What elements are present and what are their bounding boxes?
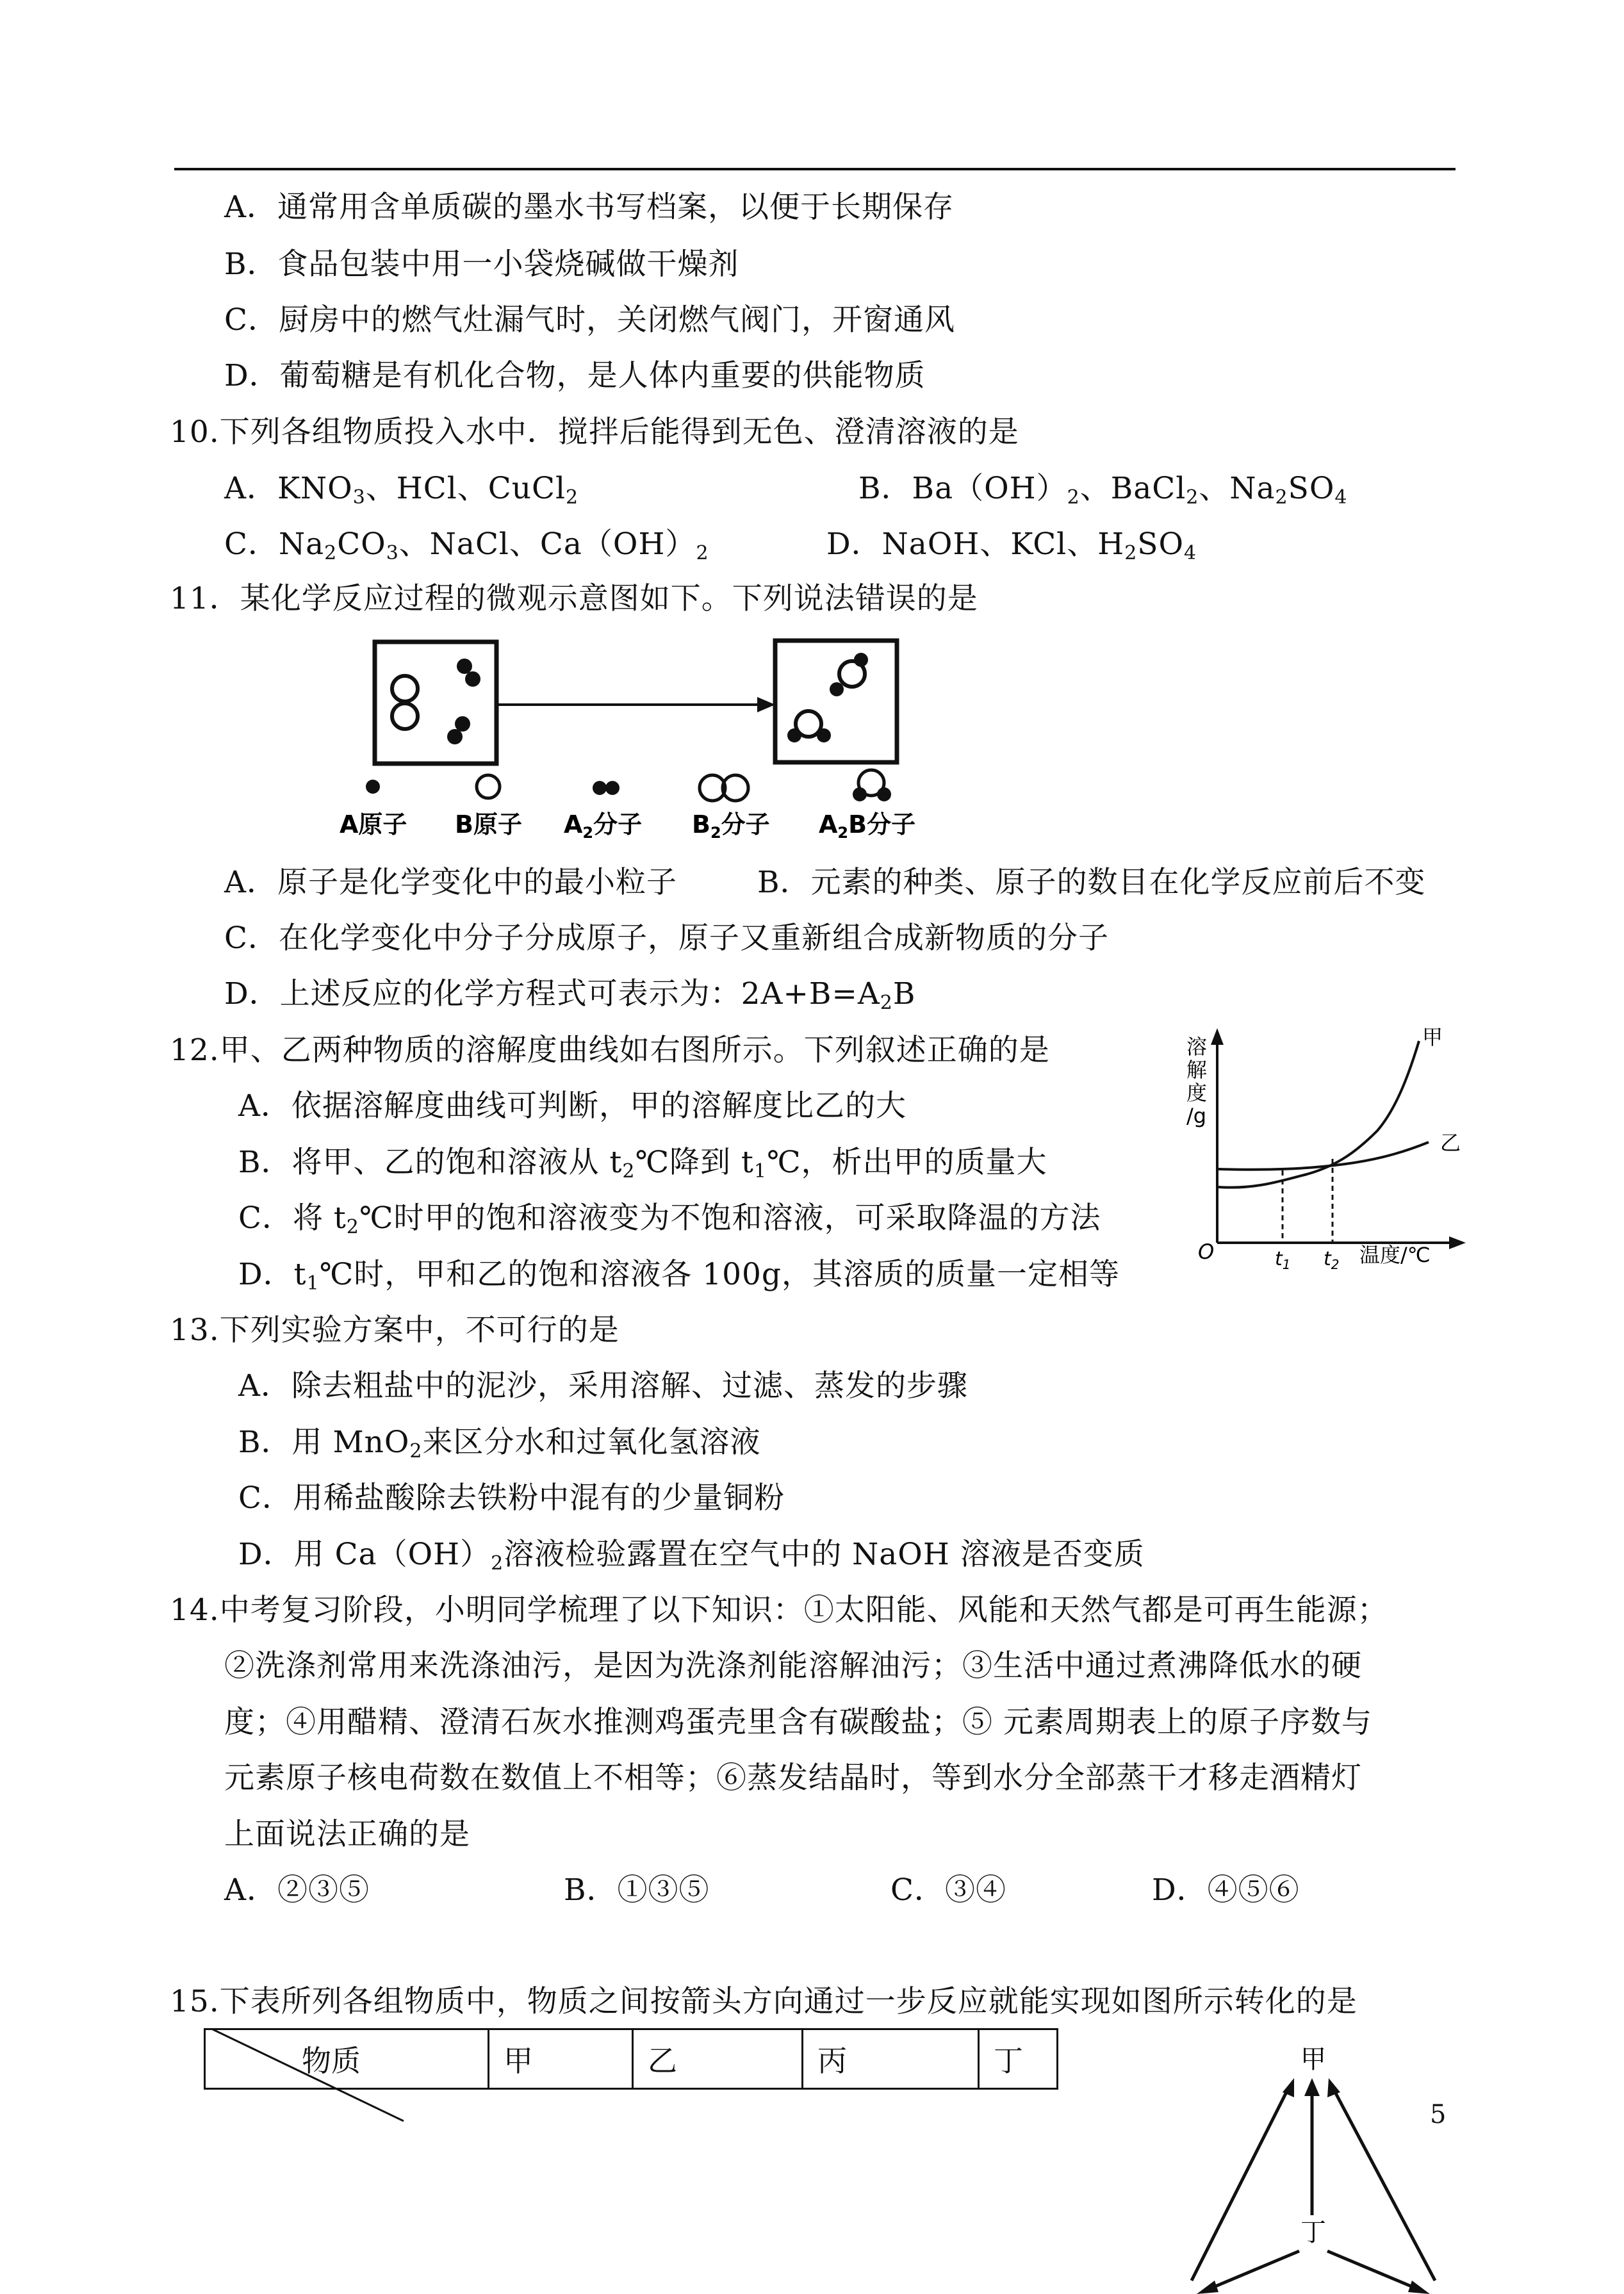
legend-b2-molecule: $B_2$分子 — [692, 810, 770, 842]
legend-a2-molecule: $A_2$分子 — [564, 810, 643, 842]
a-atom — [787, 728, 801, 742]
arrow-ding-to-left — [1211, 2251, 1299, 2288]
q10-stem: 10.下列各组物质投入水中．搅拌后能得到无色、澄清溶液的是 — [170, 414, 1019, 450]
reaction-micro-diagram — [340, 634, 999, 858]
solubility-curve-graph — [1179, 1022, 1473, 1278]
legend-b-atom: B原子 — [455, 810, 522, 839]
q11-stem: 11．某化学反应过程的微观示意图如下。下列说法错误的是 — [170, 581, 978, 616]
after-box — [775, 641, 897, 762]
q14-line-4: 元素原子核电荷数在数值上不相等；⑥蒸发结晶时，等到水分全部蒸干才移走酒精灯 — [224, 1760, 1362, 1796]
y-label: 解 — [1186, 1058, 1208, 1082]
y-label: 溶 — [1186, 1035, 1208, 1059]
x-label: 温度/℃ — [1359, 1243, 1431, 1267]
a-atom — [817, 728, 831, 742]
b-atom — [392, 703, 418, 729]
curve-jia-label: 甲 — [1422, 1025, 1443, 1049]
table-header-cell: 丁 — [979, 2029, 1058, 2089]
q9-option-a: A．通常用含单质碳的墨水书写档案，以便于长期保存 — [224, 190, 954, 225]
q10-option-d: D．NaOH、KCl、$H_2SO_4$ — [826, 527, 1197, 564]
y-label: /g — [1186, 1104, 1207, 1128]
q11-option-d: D．上述反应的化学方程式可表示为：$2A+B=A_2B$ — [224, 976, 916, 1014]
q12-option-c: C．将 $t_2℃$时甲的饱和溶液变为不饱和溶液，可采取降温的方法 — [238, 1200, 1101, 1238]
q12-option-a: A．依据溶解度曲线可判断，甲的溶解度比乙的大 — [238, 1088, 906, 1124]
b-atom — [392, 676, 418, 701]
q9-option-c: C．厨房中的燃气灶漏气时，关闭燃气阀门，开窗通风 — [224, 302, 955, 338]
a-atom — [465, 671, 480, 687]
arrow-head — [757, 697, 775, 712]
a-atom — [830, 682, 844, 696]
a-atom — [854, 653, 868, 667]
diagram-node-jia: 甲 — [1300, 2045, 1326, 2074]
q11-option-b: B．元素的种类、原子的数目在化学反应前后不变 — [757, 865, 1426, 900]
q10-option-b: B．$Ba(OH)_2$、BaCl$_2$、$Na_2SO_4$ — [858, 471, 1348, 509]
header-diagonal-line — [204, 2028, 409, 2124]
q11-option-c: C．在化学变化中分子分成原子，原子又重新组合成新物质的分子 — [224, 921, 1109, 956]
arrow-to-jia-right — [1334, 2090, 1435, 2281]
conversion-diagram — [1166, 2037, 1461, 2294]
q12-option-d: D．$t_1℃$时，甲和乙的饱和溶液各 100g，其溶质的质量一定相等 — [238, 1257, 1120, 1295]
table-header-cell: 丙 — [803, 2029, 979, 2089]
legend-a-atom: A原子 — [340, 810, 407, 839]
arrow-ding-to-right — [1327, 2251, 1416, 2288]
header-rule — [174, 168, 1456, 170]
origin-label: O — [1198, 1240, 1215, 1264]
diagram-node-ding: 丁 — [1300, 2218, 1326, 2247]
page-number: 5 — [1430, 2100, 1447, 2129]
q14-line-3: 度；④用醋精、澄清石灰水推测鸡蛋壳里含有碳酸盐；⑤ 元素周期表上的原子序数与 — [224, 1705, 1372, 1740]
q14-option-d: D．④⑤⑥ — [1152, 1872, 1300, 1908]
t2-label: $t_2$ — [1324, 1248, 1340, 1272]
q13-option-d: D．用 $Ca(OH)_2$溶液检验露置在空气中的 NaOH 溶液是否变质 — [238, 1537, 1145, 1575]
a-atom — [447, 729, 463, 744]
before-box — [375, 642, 496, 764]
curve-yi-label: 乙 — [1440, 1131, 1461, 1155]
a-atom — [455, 716, 470, 732]
q9-option-b: B．食品包装中用一小袋烧碱做干燥剂 — [224, 247, 739, 282]
q13-option-a: A．除去粗盐中的泥沙，采用溶解、过滤、蒸发的步骤 — [238, 1368, 968, 1404]
y-label: 度 — [1186, 1081, 1208, 1105]
table-header-cell: 甲 — [489, 2029, 633, 2089]
q11-option-a: A．原子是化学变化中的最小粒子 — [224, 865, 677, 900]
legend-a2b-molecule: $A_2B$分子 — [819, 810, 916, 842]
q14-line-1: 14.中考复习阶段，小明同学梳理了以下知识：①太阳能、风能和天然气都是可再生能源； — [170, 1593, 1388, 1628]
q9-option-d: D．葡萄糖是有机化合物，是人体内重要的供能物质 — [224, 358, 926, 393]
q14-option-b: B．①③⑤ — [564, 1872, 710, 1908]
t1-label: $t_1$ — [1275, 1248, 1291, 1272]
arrow-to-jia-left — [1192, 2090, 1288, 2281]
q10-option-c: C．$Na_2CO_3$、NaCl、$Ca(OH)_2$ — [224, 527, 709, 564]
q12-option-b: B．将甲、乙的饱和溶液从 $t_2℃$降到 $t_1℃$，析出甲的质量大 — [238, 1145, 1047, 1183]
q10-option-a: A．$KNO_3$、HCl、CuCl$_2$ — [224, 471, 579, 509]
q14-option-c: C．③④ — [890, 1872, 1006, 1908]
curve-jia — [1218, 1041, 1419, 1188]
q13-option-c: C．用稀盐酸除去铁粉中混有的少量铜粉 — [238, 1480, 785, 1516]
table-header-cell: 乙 — [633, 2029, 803, 2089]
q14-option-a: A．②③⑤ — [224, 1872, 370, 1908]
a-atom — [457, 659, 472, 674]
q15-stem: 15.下表所列各组物质中，物质之间按箭头方向通过一步反应就能实现如图所示转化的是 — [170, 1984, 1357, 2019]
q13-option-b: B．用 MnO$_2$来区分水和过氧化氢溶液 — [238, 1425, 761, 1462]
q14-line-2: ②洗涤剂常用来洗涤油污，是因为洗涤剂能溶解油污；③生活中通过煮沸降低水的硬 — [224, 1648, 1362, 1684]
q14-line-5: 上面说法正确的是 — [224, 1817, 470, 1852]
curve-yi — [1218, 1142, 1429, 1170]
table-header-cell: 物质 — [205, 2029, 489, 2089]
q13-stem: 13.下列实验方案中，不可行的是 — [170, 1313, 619, 1348]
q12-stem: 12.甲、乙两种物质的溶解度曲线如右图所示。下列叙述正确的是 — [170, 1033, 1050, 1068]
